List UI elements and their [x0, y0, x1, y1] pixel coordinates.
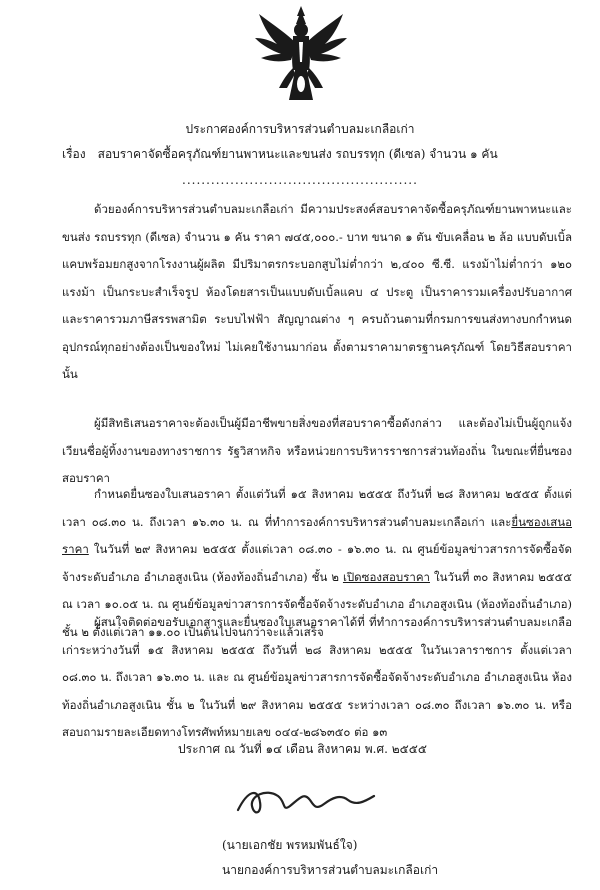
paragraph-eligibility-text: ผู้มีสิทธิเสนอราคาจะต้องเป็นผู้มีอาชีพขายสิ่งของที่สอบราคาซื้อดังกล่าว และต้องไม่เป็นผู้ถูกแจ้งเวียนชื่อผู้ทิ้งงานของทางราชการ รัฐวิสาหกิจ หรือหน่วยการบริหารราชการส่วนท้องถิ่น ในขณะที่ยื่นซองสอบราคา: [62, 416, 572, 485]
handwritten-signature: [230, 776, 380, 822]
paragraph-contact: [62, 609, 572, 747]
document-subject: [62, 146, 498, 162]
signer-position: นายกองค์การบริหารส่วนตำบลมะเกลือเก่า: [222, 863, 439, 877]
schedule-open-bid-underlined: เปิดซองสอบราคา: [342, 569, 430, 584]
title-divider: .................................................: [182, 173, 418, 187]
announcement-date: ประกาศ ณ วันที่ ๑๔ เดือน สิงหาคม พ.ศ. ๒๕๕๕: [178, 742, 427, 756]
paragraph-intro-text: ด้วยองค์การบริหารส่วนตำบลมะเกลือเก่า มีความประสงค์สอบราคาจัดซื้อครุภัณฑ์ยานพาหนะและขนส่ง รถบรรทุก (ดีเซล) จำนวน ๑ คัน ราคา ๗๔๕,๐๐๐.- บาท ขนาด ๑ ตัน ขับเคลื่อน ๒ ล้อ แบบดับเบิ้ลแคบพร้อมยกสูงจากโรงงานผู้ผลิต มีปริมาตรกระบอกสูบไม่ต่ำกว่า ๒,๔๐๐ ซี.ซี. แรงม้าไม่ต่ำกว่า ๑๒๐ แรงม้า เป็นกระบะสำเร็จรูป ห้องโดยสารเป็นแบบดับเบิ้ลแคบ ๔ ประตู เป็นราคารวมเครื่องปรับอากาศ และราคารวมภาษีสรรพสามิต ระบบไฟฟ้า สัญญาณต่าง ๆ ครบถ้วนตามที่กรมการขนส่งทางบกกำหนด อุปกรณ์ทุกอย่างต้องเป็นของใหม่ ไม่เคยใช้งานมาก่อน ตั้งตามราคามาตรฐานครุภัณฑ์ โดยวิธีสอบราคา นั้น: [62, 202, 572, 381]
schedule-text-2: ในวันที่ ๒๙ สิงหาคม ๒๕๕๕ ตั้งแต่เวลา ๐๘.๓๐ - ๑๖.๓๐ น. ณ ศูนย์ข้อมูลข่าวสารการจัดซื้อจัดจ้างระดับอำเภอ อำเภอสูงเนิน (ห้องท้องถิ่นอำเภอ) ชั้น ๒: [62, 542, 572, 584]
garuda-emblem: [253, 4, 349, 102]
schedule-text-1: กำหนดยื่นซองใบเสนอราคา ตั้งแต่วันที่ ๑๕ สิงหาคม ๒๕๕๕ ถึงวันที่ ๒๘ สิงหาคม ๒๕๕๕ ตั้งแต่เวลา ๐๘.๓๐ น. ถึงเวลา ๑๖.๓๐ น. ณ ที่ทำการองค์การบริหารส่วนตำบลมะเกลือเก่า และ: [62, 487, 572, 529]
schedule-text-3: ในวันที่ ๓๐ สิงหาคม ๒๕๕๕ ณ เวลา ๑๐.๐๕ น. ณ ศูนย์ข้อมูลข่าวสารการจัดซื้อจัดจ้างระดับอำเภอ อำเภอสูงเนิน (ห้องท้องถิ่นอำเภอ) ชั้น ๒ ตั้งแต่เวลา ๑๑.๐๐ เป็นต้นไปจนกว่าจะแล้วเสร็จ: [62, 569, 572, 639]
subject-text: สอบราคาจัดซื้อครุภัณฑ์ยานพาหนะและขนส่ง รถบรรทุก (ดีเซล) จำนวน ๑ คัน: [97, 147, 498, 161]
signer-name: (นายเอกชัย พรหมพันธ์ใจ): [222, 838, 358, 852]
document-title: ประกาศองค์การบริหารส่วนตำบลมะเกลือเก่า: [185, 122, 415, 136]
schedule-submit-bid-underlined: ยื่นซองเสนอราคา: [62, 514, 572, 556]
paragraph-intro: [62, 196, 572, 389]
subject-label: เรื่อง: [62, 147, 86, 161]
paragraph-contact-text: ผู้สนใจติดต่อขอรับเอกสารและยื่นซองใบเสนอราคาได้ที่ ที่ทำการองค์การบริหารส่วนตำบลมะเกลือเก่าระหว่างวันที่ ๑๕ สิงหาคม ๒๕๕๕ ถึงวันที่ ๒๘ สิงหาคม ๒๕๕๕ ในวันเวลาราชการ ตั้งแต่เวลา ๐๘.๓๐ น. ถึงเวลา ๑๖.๓๐ น. และ ณ ศูนย์ข้อมูลข่าวสารการจัดซื้อจัดจ้างระดับอำเภอ อำเภอสูงเนิน ห้องท้องถิ่นอำเภอสูงเนิน ชั้น ๒ ในวันที่ ๒๙ สิงหาคม ๒๕๕๕ ระหว่างเวลา ๐๘.๓๐ ถึงเวลา ๑๖.๓๐ น. หรือสอบถามรายละเอียดทางโทรศัพท์หมายเลข ๐๔๔-๒๘๖๓๕๐ ต่อ ๑๓: [62, 615, 572, 739]
